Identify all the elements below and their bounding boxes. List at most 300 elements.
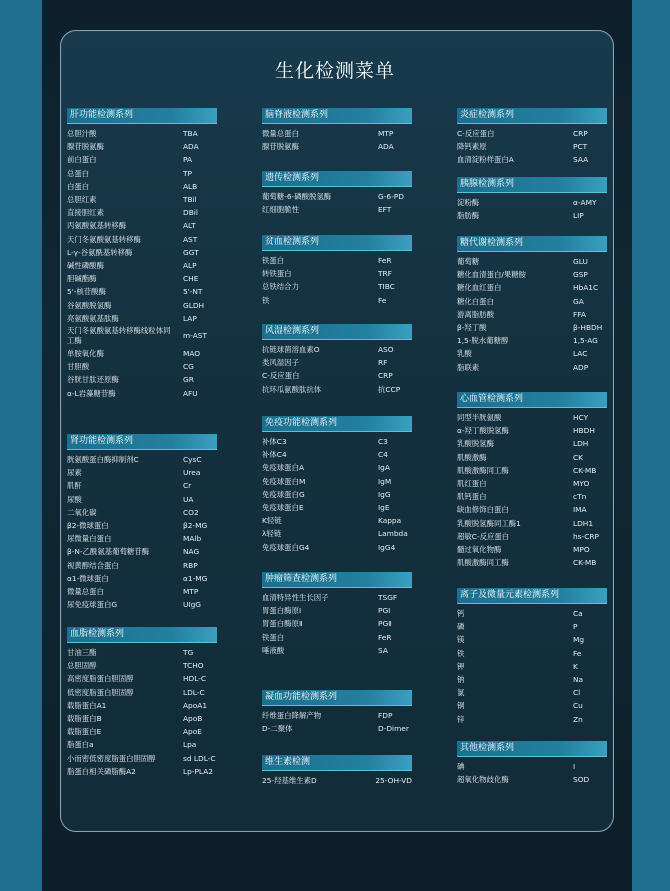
test-item — [457, 633, 607, 646]
test-name: 5'-核苷酸酶 — [67, 287, 106, 297]
test-abbreviation: UIgG — [183, 600, 202, 610]
test-abbreviation: Na — [573, 675, 584, 685]
test-name: 钠 — [457, 675, 465, 685]
test-item — [457, 477, 607, 490]
test-name: 微量总蛋白 — [262, 129, 299, 138]
test-item — [457, 308, 607, 321]
test-item — [457, 686, 607, 699]
test-abbreviation: G-6-PD — [378, 192, 404, 201]
test-abbreviation: IMA — [573, 505, 587, 515]
section-heading: 炎症检测系列 — [457, 108, 607, 123]
test-item — [67, 360, 217, 373]
test-item — [67, 725, 217, 738]
test-item — [262, 140, 412, 153]
test-abbreviation: hs-CRP — [573, 531, 599, 541]
test-abbreviation: CysC — [183, 455, 202, 464]
test-abbreviation: HbA1C — [573, 283, 599, 293]
test-abbreviation: Ca — [573, 609, 583, 618]
section-heading: 肾功能检测系列 — [67, 434, 217, 449]
test-name: K轻链 — [262, 516, 282, 526]
test-abbreviation: HCY — [573, 413, 589, 422]
test-name: α1-微球蛋白 — [67, 573, 109, 583]
test-item — [67, 738, 217, 751]
test-name: 胃蛋白酶原Ⅱ — [262, 619, 303, 629]
test-name: 天门冬氨酸氨基转移酶 — [67, 234, 141, 244]
section — [67, 108, 217, 400]
test-abbreviation: ADP — [573, 362, 589, 372]
test-name: 免疫球蛋白E — [262, 503, 304, 513]
section-heading: 肝功能检测系列 — [67, 108, 217, 123]
test-item — [457, 209, 607, 222]
test-abbreviation: PGⅠ — [378, 606, 391, 616]
section-heading: 脑脊液检测系列 — [262, 108, 412, 123]
test-item — [67, 519, 217, 532]
test-item — [67, 493, 217, 506]
test-abbreviation: NAG — [183, 547, 200, 557]
test-name: 同型半胱氨酸 — [457, 413, 502, 422]
test-name: 直接胆红素 — [67, 208, 104, 218]
test-name: 超氧化物歧化酶 — [457, 775, 509, 785]
test-abbreviation: Fe — [573, 648, 582, 658]
test-abbreviation: m-AST — [183, 331, 207, 341]
section — [457, 108, 607, 167]
test-name: 单胺氧化酶 — [67, 349, 104, 359]
test-name: 纤维蛋白降解产物 — [262, 711, 322, 720]
test-abbreviation: TBil — [183, 195, 197, 205]
test-name: 总胆汁酸 — [67, 129, 97, 138]
test-name: 甘油三酯 — [67, 648, 97, 657]
test-name: 腺苷脱氨酶 — [67, 142, 104, 152]
test-name: 锌 — [457, 714, 465, 724]
test-abbreviation: Mg — [573, 635, 585, 645]
test-name: 谷氨酸脱氢酶 — [67, 300, 112, 310]
test-item — [262, 190, 412, 203]
test-item — [67, 686, 217, 699]
test-item — [457, 660, 607, 673]
test-item — [67, 466, 217, 479]
test-item — [67, 598, 217, 611]
test-abbreviation: TP — [183, 168, 192, 178]
test-abbreviation: IgE — [378, 503, 390, 513]
test-abbreviation: β2-MG — [183, 521, 208, 531]
test-name: 转铁蛋白 — [262, 269, 292, 279]
test-abbreviation: 25-OH-VD — [375, 776, 412, 785]
test-abbreviation: C3 — [378, 437, 388, 446]
test-name: 尿素 — [67, 468, 82, 478]
test-abbreviation: GLU — [573, 257, 588, 266]
test-name: 乳酸脱氢酶 — [457, 439, 494, 449]
test-item — [67, 153, 217, 166]
test-name: 磷 — [457, 622, 465, 632]
test-name: 载脂蛋白E — [67, 727, 102, 737]
test-name: 肌酸激酶 — [457, 452, 487, 462]
section-heading: 糖代谢检测系列 — [457, 236, 607, 251]
test-name: 补体C4 — [262, 450, 287, 460]
test-name: 铁蛋白 — [262, 632, 285, 642]
test-item — [67, 299, 217, 312]
test-abbreviation: Fe — [378, 295, 387, 305]
section-heading: 风湿检测系列 — [262, 324, 412, 339]
section — [67, 627, 217, 778]
test-item — [67, 140, 217, 153]
test-item — [67, 233, 217, 246]
test-name: 载脂蛋白A1 — [67, 700, 107, 710]
test-item — [457, 268, 607, 281]
test-abbreviation: GSP — [573, 270, 588, 280]
test-item — [262, 356, 412, 369]
test-abbreviation: CRP — [573, 129, 588, 138]
test-item — [262, 369, 412, 382]
test-name: 铁 — [457, 648, 465, 658]
test-abbreviation: LDH1 — [573, 518, 594, 528]
test-abbreviation: Urea — [183, 468, 201, 478]
test-item — [262, 527, 412, 540]
test-abbreviation: ALP — [183, 261, 197, 271]
test-name: 视黄醇结合蛋白 — [67, 560, 119, 570]
test-item — [457, 647, 607, 660]
test-abbreviation: MPO — [573, 545, 590, 555]
test-name: β-羟丁酸 — [457, 323, 487, 333]
test-item — [457, 490, 607, 503]
test-name: 碱性磷酸酶 — [67, 261, 104, 271]
test-abbreviation: MTP — [183, 587, 199, 597]
test-abbreviation: IgG4 — [378, 542, 396, 552]
test-abbreviation: PA — [183, 155, 193, 165]
test-name: 铜 — [457, 701, 465, 711]
test-abbreviation: PGⅡ — [378, 619, 392, 629]
test-item — [67, 659, 217, 672]
test-name: 唾液酸 — [262, 645, 285, 655]
test-abbreviation: TRF — [378, 269, 392, 279]
test-name: 钙 — [457, 609, 465, 618]
test-item — [67, 572, 217, 585]
test-name: 糖化白蛋白 — [457, 296, 494, 306]
test-item — [457, 127, 607, 140]
test-item — [67, 193, 217, 206]
section — [457, 392, 607, 569]
test-abbreviation: GA — [573, 296, 584, 306]
test-item — [262, 203, 412, 216]
test-item — [67, 532, 217, 545]
test-item — [457, 543, 607, 556]
test-abbreviation: α1-MG — [183, 573, 208, 583]
section — [262, 324, 412, 396]
test-abbreviation: EFT — [378, 205, 392, 215]
test-abbreviation: CG — [183, 362, 194, 372]
section — [457, 741, 607, 786]
test-name: 缺血修饰白蛋白 — [457, 505, 509, 515]
test-name: 碘 — [457, 762, 465, 771]
test-name: α-羟丁酸脱氢酶 — [457, 426, 509, 436]
test-item — [67, 219, 217, 232]
test-name: 脂联素 — [457, 362, 480, 372]
test-name: 丙氨酸氨基转移酶 — [67, 221, 127, 231]
test-name: 钾 — [457, 661, 465, 671]
test-item — [262, 722, 412, 735]
test-item — [67, 752, 217, 765]
test-name: 免疫球蛋白M — [262, 476, 306, 486]
test-item — [457, 620, 607, 633]
section — [262, 108, 412, 153]
test-abbreviation: PCT — [573, 142, 588, 152]
test-name: 乳酸脱氢酶同工酶1 — [457, 518, 521, 528]
test-abbreviation: α-AMY — [573, 198, 597, 207]
section — [262, 235, 412, 307]
test-item — [67, 259, 217, 272]
test-item — [262, 343, 412, 356]
section-heading: 免疫功能检测系列 — [262, 416, 412, 431]
test-name: 载脂蛋白B — [67, 714, 102, 724]
test-name: 尿酸 — [67, 494, 82, 504]
test-item — [67, 479, 217, 492]
test-abbreviation: P — [573, 622, 578, 632]
test-item — [262, 604, 412, 617]
test-item — [67, 347, 217, 360]
test-item — [67, 127, 217, 140]
test-abbreviation: RF — [378, 358, 388, 368]
test-abbreviation: SAA — [573, 155, 589, 165]
test-item — [67, 672, 217, 685]
section — [457, 177, 607, 222]
test-item — [457, 411, 607, 424]
section-heading: 凝血功能检测系列 — [262, 690, 412, 705]
test-name: 脂蛋白相关磷脂酶A2 — [67, 766, 136, 776]
test-abbreviation: GLDH — [183, 300, 205, 310]
test-name: 氯 — [457, 688, 465, 698]
test-item — [457, 530, 607, 543]
test-abbreviation: AST — [183, 234, 198, 244]
test-name: 超敏C-反应蛋白 — [457, 531, 510, 541]
test-item — [67, 325, 217, 347]
test-name: 葡萄糖-6-磷酸脱氢酶 — [262, 192, 332, 201]
test-abbreviation: Cl — [573, 688, 581, 698]
test-item — [67, 246, 217, 259]
test-item — [457, 607, 607, 620]
test-item — [457, 451, 607, 464]
test-abbreviation: ApoA1 — [183, 700, 208, 710]
test-abbreviation: cTn — [573, 492, 587, 502]
test-item — [457, 517, 607, 530]
test-abbreviation: Cr — [183, 481, 192, 491]
test-item — [67, 206, 217, 219]
test-item — [262, 254, 412, 267]
section — [457, 588, 607, 726]
test-item — [457, 556, 607, 569]
test-abbreviation: β-HBDH — [573, 323, 603, 333]
page-title: 生化检测菜单 — [274, 60, 395, 82]
test-item — [457, 760, 607, 773]
test-item — [457, 464, 607, 477]
test-name: 胱氨酸蛋白酶抑制剂C — [67, 455, 139, 464]
test-name: 亮氨酸氨基肽酶 — [67, 313, 119, 323]
test-item — [67, 646, 217, 659]
test-abbreviation: C4 — [378, 450, 388, 460]
test-name: 甘胆酸 — [67, 362, 90, 372]
test-item — [67, 765, 217, 778]
test-item — [67, 699, 217, 712]
test-item — [457, 255, 607, 268]
test-name: 淀粉酶 — [457, 198, 480, 207]
section — [262, 171, 412, 216]
test-name: 髓过氧化物酶 — [457, 545, 502, 555]
test-name: 肌酸激酶同工酶 — [457, 465, 509, 475]
test-abbreviation: LAP — [183, 313, 197, 323]
test-item — [457, 295, 607, 308]
test-abbreviation: LIP — [573, 211, 584, 221]
test-abbreviation: Cu — [573, 701, 583, 711]
test-name: 腺苷脱氨酶 — [262, 142, 299, 152]
test-name: 免疫球蛋白G — [262, 489, 305, 499]
section-heading: 肿瘤筛查检测系列 — [262, 572, 412, 587]
test-name: 1,5-脱水葡糖醇 — [457, 336, 509, 346]
test-abbreviation: MYO — [573, 479, 590, 489]
test-abbreviation: SA — [378, 645, 388, 655]
test-name: 抗链球菌溶血素O — [262, 345, 320, 354]
test-item — [67, 373, 217, 386]
test-name: 总胆固醇 — [67, 661, 97, 671]
test-item — [262, 488, 412, 501]
test-name: 总蛋白 — [67, 168, 90, 178]
test-name: β2-微球蛋白 — [67, 521, 109, 531]
test-item — [457, 424, 607, 437]
test-item — [67, 559, 217, 572]
section-heading: 遗传检测系列 — [262, 171, 412, 186]
test-name: 小而密低密度脂蛋白胆固醇 — [67, 753, 156, 763]
test-name: β-N-乙酰氨基葡萄糖苷酶 — [67, 547, 150, 557]
section-heading: 胰腺检测系列 — [457, 177, 607, 192]
test-abbreviation: ApoE — [183, 727, 202, 737]
test-name: C-反应蛋白 — [262, 371, 300, 381]
test-abbreviation: FeR — [378, 256, 392, 265]
test-item — [457, 361, 607, 374]
section — [262, 755, 412, 787]
test-item — [262, 501, 412, 514]
section-heading: 维生素检测 — [262, 755, 412, 770]
test-abbreviation: Lp-PLA2 — [183, 766, 213, 776]
test-name: 尿免疫球蛋白G — [67, 600, 118, 610]
test-item — [67, 506, 217, 519]
test-abbreviation: K — [573, 661, 578, 671]
test-item — [457, 140, 607, 153]
section-heading: 离子及微量元素检测系列 — [457, 588, 607, 603]
test-name: 铁蛋白 — [262, 256, 285, 265]
test-name: 肌酐 — [67, 481, 82, 491]
test-name: 尿微量白蛋白 — [67, 534, 112, 544]
test-item — [457, 773, 607, 786]
test-abbreviation: Lpa — [183, 740, 197, 750]
test-name: C-反应蛋白 — [457, 129, 495, 138]
test-item — [457, 321, 607, 334]
test-item — [262, 448, 412, 461]
test-item — [457, 699, 607, 712]
test-item — [67, 712, 217, 725]
test-name: 微量总蛋白 — [67, 587, 104, 597]
test-abbreviation: CO2 — [183, 507, 199, 517]
test-abbreviation: AFU — [183, 388, 198, 398]
test-abbreviation: GGT — [183, 247, 199, 257]
test-item — [262, 514, 412, 527]
test-item — [457, 713, 607, 726]
test-abbreviation: HBDH — [573, 426, 595, 436]
test-item — [457, 347, 607, 360]
test-item — [457, 673, 607, 686]
section-heading: 心血管检测系列 — [457, 392, 607, 407]
section-heading: 贫血检测系列 — [262, 235, 412, 250]
test-item — [457, 437, 607, 450]
test-item — [457, 503, 607, 516]
test-item — [67, 453, 217, 466]
test-abbreviation: GR — [183, 375, 194, 385]
test-abbreviation: MAO — [183, 349, 201, 359]
test-abbreviation: SOD — [573, 775, 590, 785]
test-name: 免疫球蛋白A — [262, 463, 305, 473]
test-item — [262, 709, 412, 722]
test-name: 糖化血红蛋白 — [457, 283, 502, 293]
test-name: 脂蛋白a — [67, 740, 94, 750]
test-abbreviation: RBP — [183, 560, 198, 570]
test-item — [262, 774, 412, 787]
test-name: 高密度脂蛋白胆固醇 — [67, 674, 134, 684]
test-abbreviation: TCHO — [183, 661, 204, 671]
test-name: α-L岩藻糖苷酶 — [67, 388, 116, 398]
test-name: 肌钙蛋白 — [457, 492, 487, 502]
test-item — [262, 435, 412, 448]
test-name: 游离脂肪酸 — [457, 309, 494, 319]
test-abbreviation: FeR — [378, 632, 392, 642]
test-name: 糖化血清蛋白/果糖胺 — [457, 270, 527, 280]
test-abbreviation: Lambda — [378, 529, 408, 539]
test-item — [262, 631, 412, 644]
test-abbreviation: CK — [573, 452, 584, 462]
test-name: λ轻链 — [262, 529, 282, 539]
test-abbreviation: IgM — [378, 476, 392, 486]
test-item — [262, 267, 412, 280]
test-item — [262, 383, 412, 396]
test-item — [262, 617, 412, 630]
test-name: 胃蛋白酶原Ⅰ — [262, 606, 302, 616]
test-item — [457, 196, 607, 209]
section — [262, 416, 412, 554]
test-item — [67, 167, 217, 180]
section-heading: 其他检测系列 — [457, 741, 607, 756]
test-item — [457, 281, 607, 294]
section — [262, 690, 412, 735]
test-name: 红细胞脆性 — [262, 205, 299, 215]
test-name: 低密度脂蛋白胆固醇 — [67, 687, 134, 697]
test-name: 乳酸 — [457, 349, 472, 359]
test-name: 总铁结合力 — [262, 282, 299, 292]
section — [457, 236, 607, 374]
test-item — [67, 545, 217, 558]
test-abbreviation: DBil — [183, 208, 198, 218]
test-abbreviation: ALT — [183, 221, 196, 231]
test-abbreviation: Zn — [573, 714, 583, 724]
test-abbreviation: TIBC — [378, 282, 395, 292]
test-abbreviation: FDP — [378, 711, 393, 720]
test-name: 前白蛋白 — [67, 155, 97, 165]
test-name: 补体C3 — [262, 437, 287, 446]
test-item — [262, 127, 412, 140]
test-abbreviation: MTP — [378, 129, 394, 138]
test-name: 血清特异性生长因子 — [262, 593, 329, 602]
test-item — [457, 334, 607, 347]
test-name: 免疫球蛋白G4 — [262, 542, 310, 552]
test-name: 铁 — [262, 295, 270, 305]
test-name: 降钙素原 — [457, 142, 487, 152]
test-item — [67, 387, 217, 400]
test-abbreviation: LAC — [573, 349, 588, 359]
section-heading: 血脂检测系列 — [67, 627, 217, 642]
